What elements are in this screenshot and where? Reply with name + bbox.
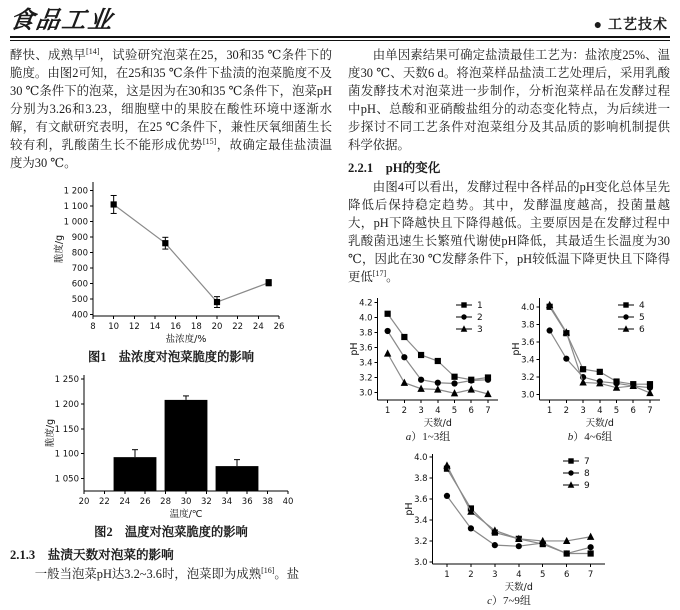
svg-text:1 000: 1 000	[63, 217, 88, 228]
svg-text:脆度/g: 脆度/g	[45, 418, 56, 448]
svg-text:1: 1	[546, 406, 553, 416]
svg-text:3.2: 3.2	[359, 373, 373, 384]
fig2-caption: 图2 温度对泡菜脆度的影响	[94, 525, 248, 539]
section-heading-221: 2.2.1 pH的变化	[348, 161, 441, 175]
svg-text:7: 7	[587, 570, 594, 580]
svg-text:1 200: 1 200	[63, 186, 88, 197]
fig1-caption: 图1 盐浓度对泡菜脆度的影响	[87, 350, 254, 364]
svg-text:26: 26	[139, 497, 151, 507]
svg-text:4.0: 4.0	[521, 302, 535, 313]
svg-text:3.8: 3.8	[414, 474, 428, 485]
svg-text:600: 600	[71, 279, 88, 290]
svg-text:3.4: 3.4	[359, 358, 373, 369]
left-paragraph-2: 一般当泡菜pH达3.2~3.6时，泡菜即为成熟[16]。盐	[34, 565, 300, 581]
figure-1	[10, 176, 332, 365]
svg-text:1 100: 1 100	[54, 449, 79, 460]
svg-text:34: 34	[221, 497, 233, 507]
svg-text:28: 28	[160, 497, 172, 507]
svg-text:16: 16	[170, 322, 182, 332]
figure-4b	[510, 292, 670, 444]
svg-text:盐浓度/%: 盐浓度/%	[165, 334, 207, 345]
svg-text:温度/℃: 温度/℃	[169, 509, 203, 520]
fig4a-caption: a）1~3组	[405, 431, 451, 443]
svg-text:3: 3	[477, 325, 483, 335]
svg-text:3.6: 3.6	[414, 495, 428, 506]
svg-text:40: 40	[282, 497, 294, 507]
svg-text:pH: pH	[404, 502, 415, 516]
svg-text:5: 5	[639, 313, 645, 323]
svg-text:400: 400	[71, 310, 88, 321]
svg-text:4.0: 4.0	[359, 313, 373, 324]
fig4b-caption: b）4~6组	[567, 431, 613, 443]
svg-text:脆度/g: 脆度/g	[54, 234, 65, 264]
svg-text:26: 26	[273, 322, 285, 332]
svg-text:7: 7	[485, 406, 491, 416]
svg-text:20: 20	[78, 497, 90, 507]
svg-text:3.4: 3.4	[521, 355, 535, 366]
svg-text:天数/d: 天数/d	[423, 418, 452, 429]
svg-text:天数/d: 天数/d	[504, 582, 533, 593]
svg-text:4: 4	[516, 570, 522, 580]
svg-text:3.2: 3.2	[414, 536, 428, 547]
svg-text:500: 500	[71, 294, 88, 305]
svg-text:32: 32	[200, 497, 212, 507]
svg-text:18: 18	[190, 322, 202, 332]
section-label: ● 工艺技术	[593, 16, 668, 32]
svg-text:3.4: 3.4	[414, 516, 428, 526]
svg-text:800: 800	[71, 248, 88, 259]
svg-text:24: 24	[119, 497, 131, 507]
right-paragraph-2: 由图4可以看出，发酵过程中各样品的pH变化总体呈先降低后保持稳定趋势。其中，发酵温度越高，投菌量越大，pH下降越快且下降得越低。主要原因是在发酵过程中乳酸菌迅速生长繁殖代谢使pH降低，其最适生长温度为30 ℃，因此在30 ℃发酵条件下，pH较低温下降更快且下降得更低[17]。	[348, 180, 670, 284]
svg-text:20: 20	[211, 322, 223, 332]
svg-text:3: 3	[418, 406, 424, 416]
fig2-bar-chart	[44, 369, 298, 521]
journal-logo: 食品工业	[8, 5, 117, 34]
svg-text:4: 4	[639, 301, 645, 311]
svg-text:1 050: 1 050	[54, 474, 79, 485]
svg-text:5: 5	[451, 406, 458, 416]
svg-text:6: 6	[563, 570, 570, 580]
svg-text:4.2: 4.2	[359, 298, 373, 309]
svg-text:4: 4	[435, 406, 441, 416]
svg-text:3: 3	[492, 570, 498, 580]
svg-text:1: 1	[477, 301, 483, 311]
fig4b-line-chart	[510, 292, 670, 430]
svg-text:5: 5	[540, 570, 546, 580]
fig4c-caption: c）7~9组	[487, 595, 531, 607]
svg-text:22: 22	[98, 497, 110, 507]
svg-text:4: 4	[597, 406, 603, 416]
svg-text:3.8: 3.8	[521, 320, 535, 331]
svg-text:pH: pH	[511, 342, 522, 356]
svg-text:1: 1	[444, 570, 450, 580]
svg-text:6: 6	[639, 325, 645, 335]
left-paragraph-1: 酵快、成熟早[14]，试验研究泡菜在25，30和35 ℃条件下的脆度。由图2可知，在25和35 ℃条件下盐渍的泡菜脆度不及30 ℃条件下的泡菜，这是因为在30和35 ℃条件下，泡菜pH分别为3.26和3.23，细胞壁中的果胶在酸性环境中逐渐水解，有文献研究表明，在25 ℃条件下，兼性厌氧细菌生长较有利，乳酸菌生长不能形成优势[15]，故确定最佳盐渍温度为30 ℃。	[10, 46, 333, 170]
svg-text:3.6: 3.6	[359, 343, 373, 354]
svg-text:1 250: 1 250	[54, 374, 79, 385]
svg-text:3.2: 3.2	[521, 373, 535, 384]
svg-text:6: 6	[468, 406, 474, 416]
fig4a-line-chart	[348, 292, 508, 430]
svg-text:3.0: 3.0	[521, 390, 535, 401]
svg-text:7: 7	[584, 457, 590, 467]
svg-text:8: 8	[90, 322, 96, 332]
right-column	[348, 46, 670, 610]
svg-text:8: 8	[584, 469, 590, 479]
svg-text:2: 2	[401, 406, 408, 416]
svg-text:3.8: 3.8	[359, 328, 373, 339]
svg-text:30: 30	[180, 497, 192, 507]
figure-4ab-row	[348, 292, 670, 444]
section-heading-213: 2.1.3 盐渍天数对泡菜的影响	[10, 548, 174, 562]
svg-text:12: 12	[128, 322, 140, 332]
svg-text:3: 3	[580, 406, 586, 416]
right-paragraph-1: 由单因素结果可确定盐渍最佳工艺为：盐浓度25%、温度30 ℃、天数6 d。将泡菜样品盐渍工艺处理后，采用乳酸菌发酵技术对泡菜进一步制作，分析泡菜样品在发酵过程中pH、总酸和亚硝酸盐组分的动态变化特点，为后续进一步探讨不同工艺条件对泡菜组分及其品质的影响机制提供科学依据。	[348, 48, 670, 152]
svg-text:5: 5	[613, 406, 620, 416]
svg-text:1 150: 1 150	[54, 424, 79, 435]
header-rule	[10, 36, 670, 41]
svg-text:3.6: 3.6	[521, 337, 535, 348]
figure-2	[10, 369, 332, 540]
svg-text:6: 6	[630, 406, 636, 416]
svg-text:24: 24	[252, 322, 264, 332]
svg-text:4.0: 4.0	[414, 453, 428, 464]
svg-text:3.0: 3.0	[359, 388, 373, 399]
svg-text:10: 10	[108, 322, 120, 332]
svg-text:3.0: 3.0	[414, 557, 428, 568]
svg-text:2: 2	[477, 313, 483, 323]
fig1-line-chart	[53, 176, 289, 346]
svg-text:38: 38	[262, 497, 274, 507]
svg-text:36: 36	[241, 497, 253, 507]
svg-text:1 200: 1 200	[54, 399, 79, 410]
svg-text:700: 700	[71, 263, 88, 274]
figure-4c	[348, 448, 670, 608]
svg-text:天数/d: 天数/d	[585, 418, 614, 429]
svg-text:1: 1	[384, 406, 391, 416]
page-header	[10, 6, 670, 36]
figure-4a	[348, 292, 508, 444]
svg-text:1 100: 1 100	[63, 202, 88, 213]
svg-text:22: 22	[232, 322, 244, 332]
svg-text:9: 9	[584, 481, 590, 491]
svg-text:14: 14	[149, 322, 161, 332]
svg-text:2: 2	[468, 570, 474, 580]
fig4c-line-chart	[403, 448, 615, 594]
svg-text:900: 900	[71, 232, 88, 243]
svg-text:pH: pH	[349, 342, 360, 356]
left-column	[10, 46, 332, 610]
svg-text:2: 2	[563, 406, 570, 416]
svg-text:7: 7	[647, 406, 653, 416]
